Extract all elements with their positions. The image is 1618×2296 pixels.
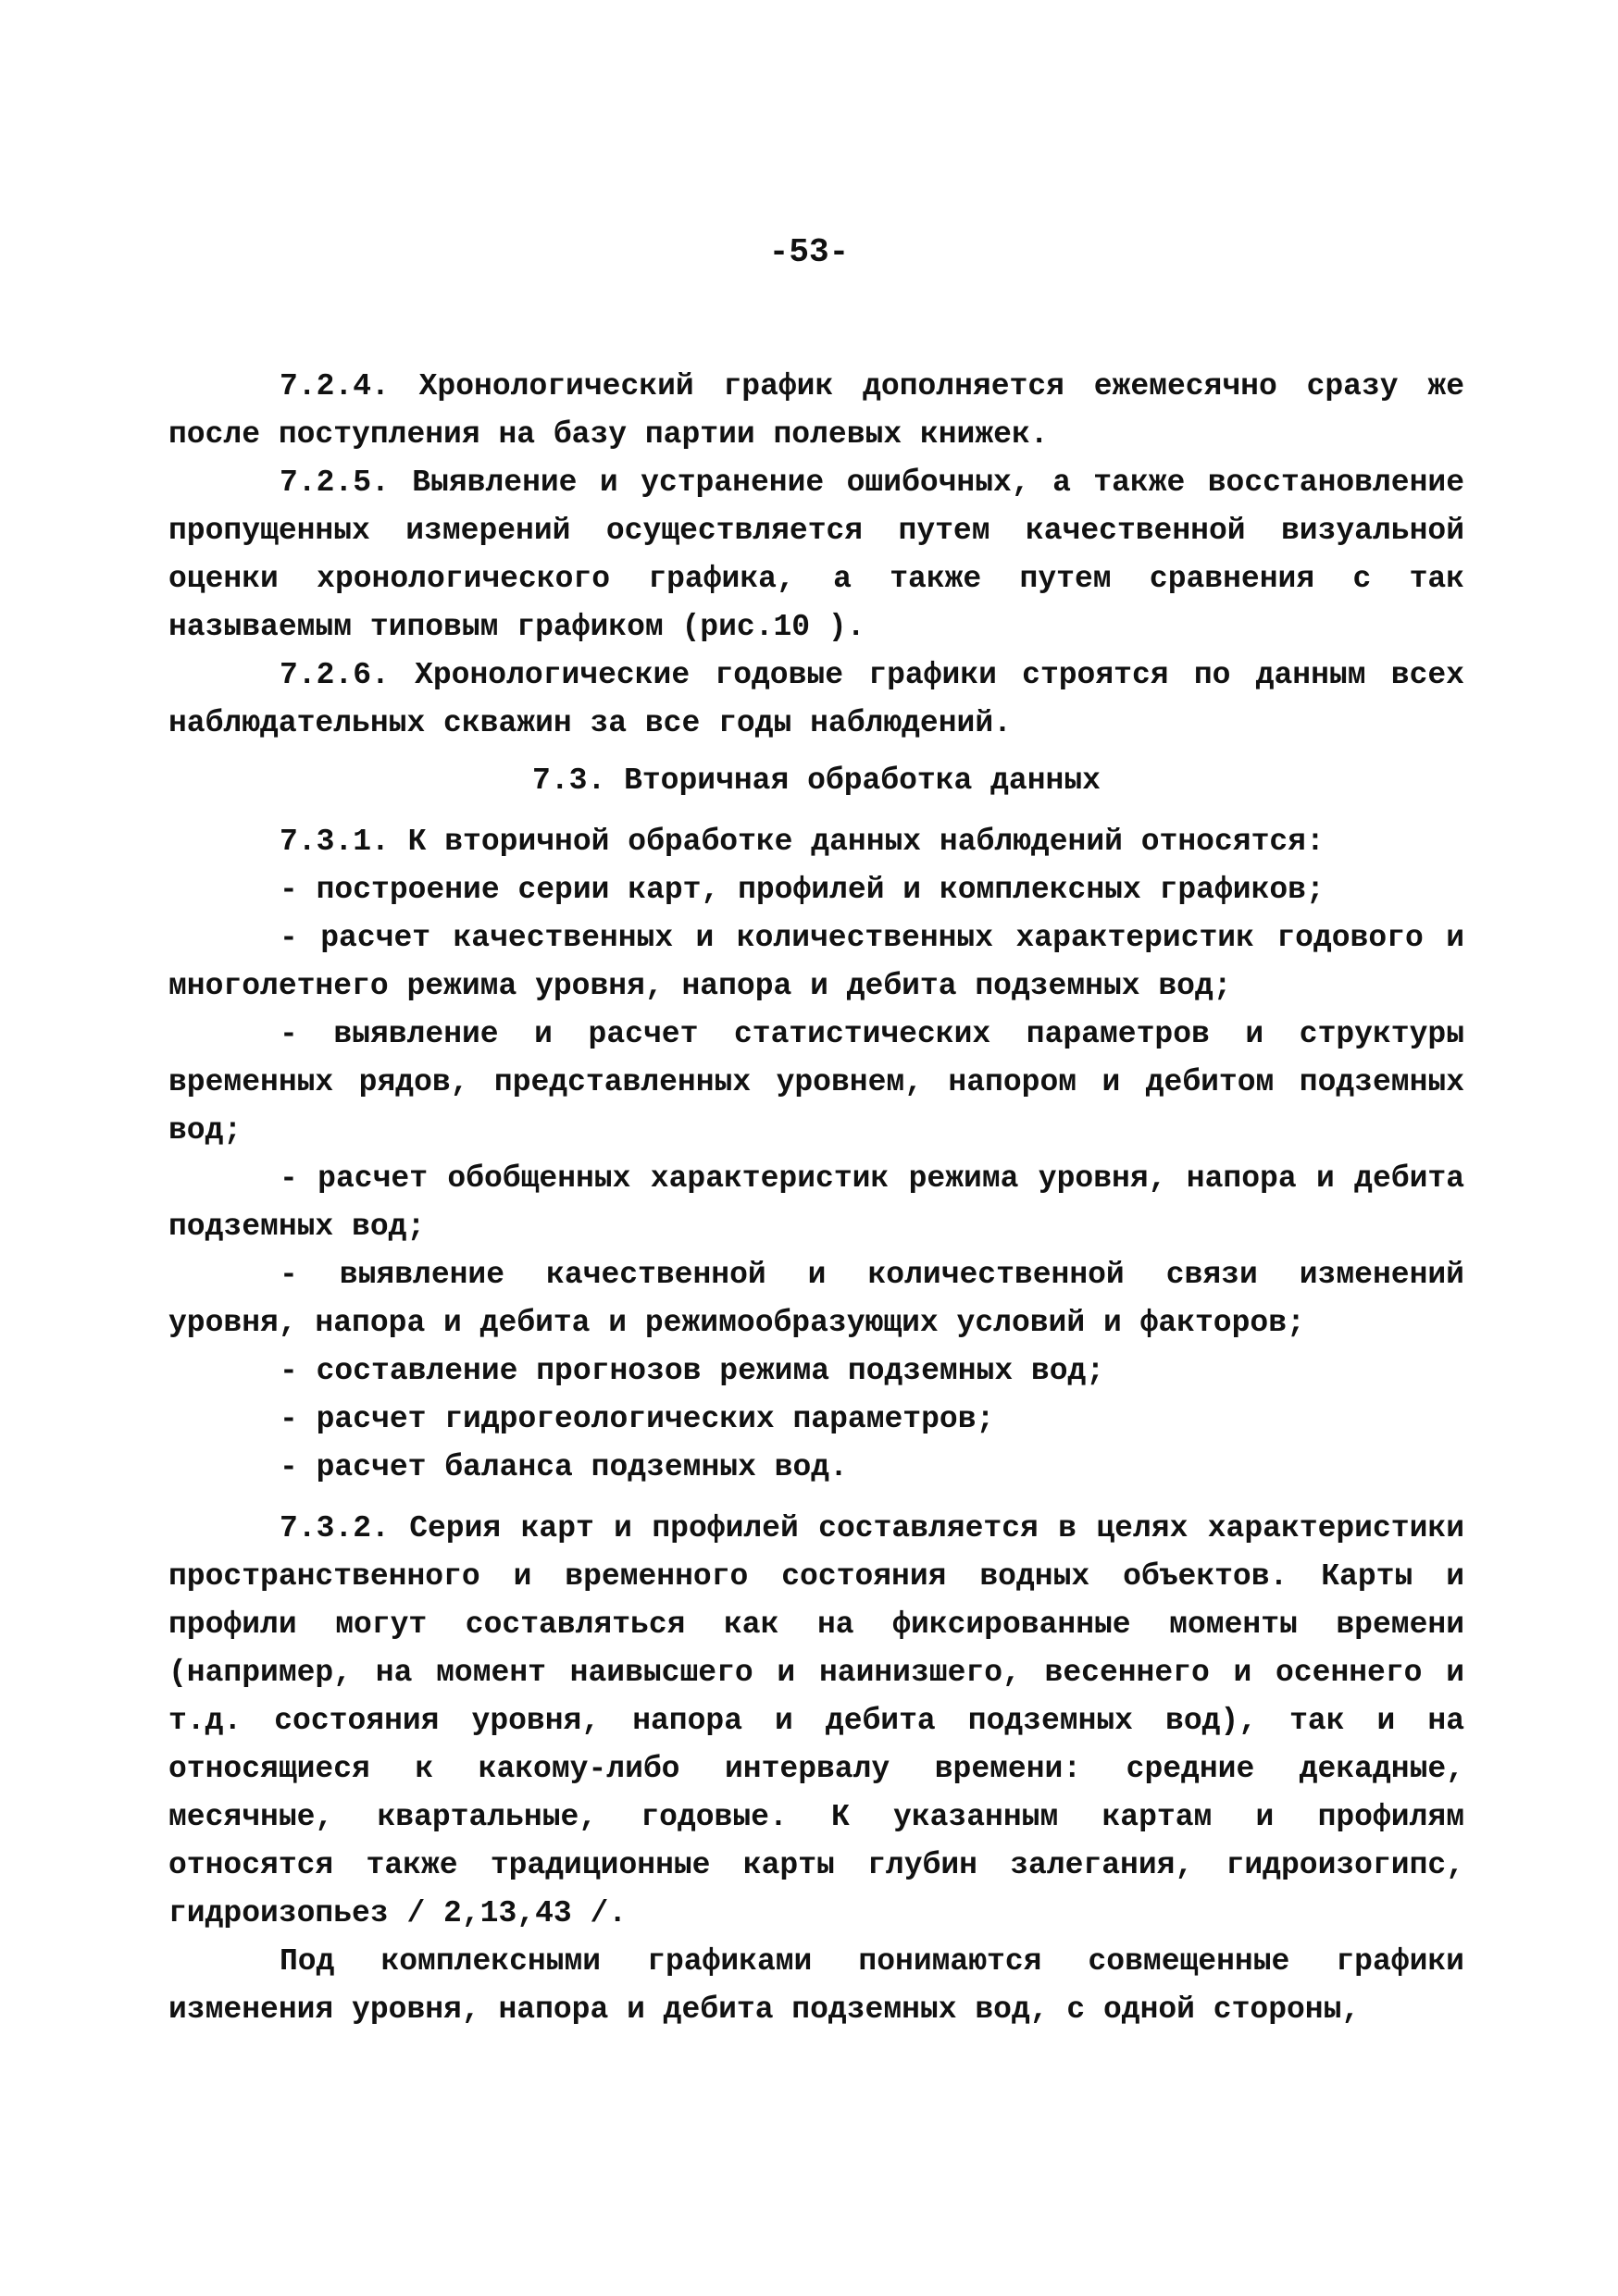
paragraph-7-3-1: 7.3.1. К вторичной обработке данных наблюдений относятся:: [280, 825, 1325, 859]
paragraph-7-2-5: 7.2.5. Выявление и устранение ошибочных, а также восстановление пропущенных измерений осуществляется путем качественной визуальной оценки хронологического графика, а также путем сравнения с так называемым типовым графиком (рис.10 ).: [168, 465, 1464, 644]
processing-list: [168, 866, 1464, 1492]
list-item: - построение серии карт, профилей и комплексных графиков;: [280, 873, 1325, 907]
paragraph-7-2-6: 7.2.6. Хронологические годовые графики строятся по данным всех наблюдательных скважин за все годы наблюдений.: [168, 658, 1464, 740]
list-item: - выявление и расчет статистических параметров и структуры временных рядов, представленных уровнем, напором и дебитом подземных вод;: [168, 1017, 1464, 1148]
list-item: - составление прогнозов режима подземных вод;: [280, 1354, 1105, 1388]
page-number: -53-: [768, 233, 850, 271]
document-body: [168, 363, 1464, 2034]
section-heading-7-3: 7.3. Вторичная обработка данных: [532, 763, 1101, 798]
spacer: [168, 1492, 1464, 1505]
list-item: - расчет обобщенных характеристик режима уровня, напора и дебита подземных вод;: [168, 1161, 1464, 1244]
paragraph-complex-graphs: Под комплексными графиками понимаются совмещенные графики изменения уровня, напора и дебита подземных вод, с одной стороны,: [168, 1944, 1464, 2027]
list-item: - расчет качественных и количественных характеристик годового и многолетнего режима уровня, напора и дебита подземных вод;: [168, 921, 1464, 1003]
paragraph-7-3-2: 7.3.2. Серия карт и профилей составляется в целях характеристики пространственного и временного состояния водных объектов. Карты и профили могут составляться как на фиксированные моменты времени (например, на момент наивысшего и наинизшего, весеннего и осеннего и т.д. состояния уровня, напора и дебита подземных вод), так и на относящиеся к какому-либо интервалу времени: средние декадные, месячные, квартальные, годовые. К указанным картам и профилям относятся также традиционные карты глубин залегания, гидроизогипс, гидроизопьез / 2,13,43 /.: [168, 1511, 1464, 1930]
paragraph-7-2-4: 7.2.4. Хронологический график дополняется ежемесячно сразу же после поступления на базу партии полевых книжек.: [168, 369, 1464, 452]
list-item: - расчет гидрогеологических параметров;: [280, 1402, 995, 1436]
list-item: - выявление качественной и количественной связи изменений уровня, напора и дебита и режимообразующих условий и факторов;: [168, 1258, 1464, 1340]
list-item: - расчет баланса подземных вод.: [280, 1450, 848, 1484]
